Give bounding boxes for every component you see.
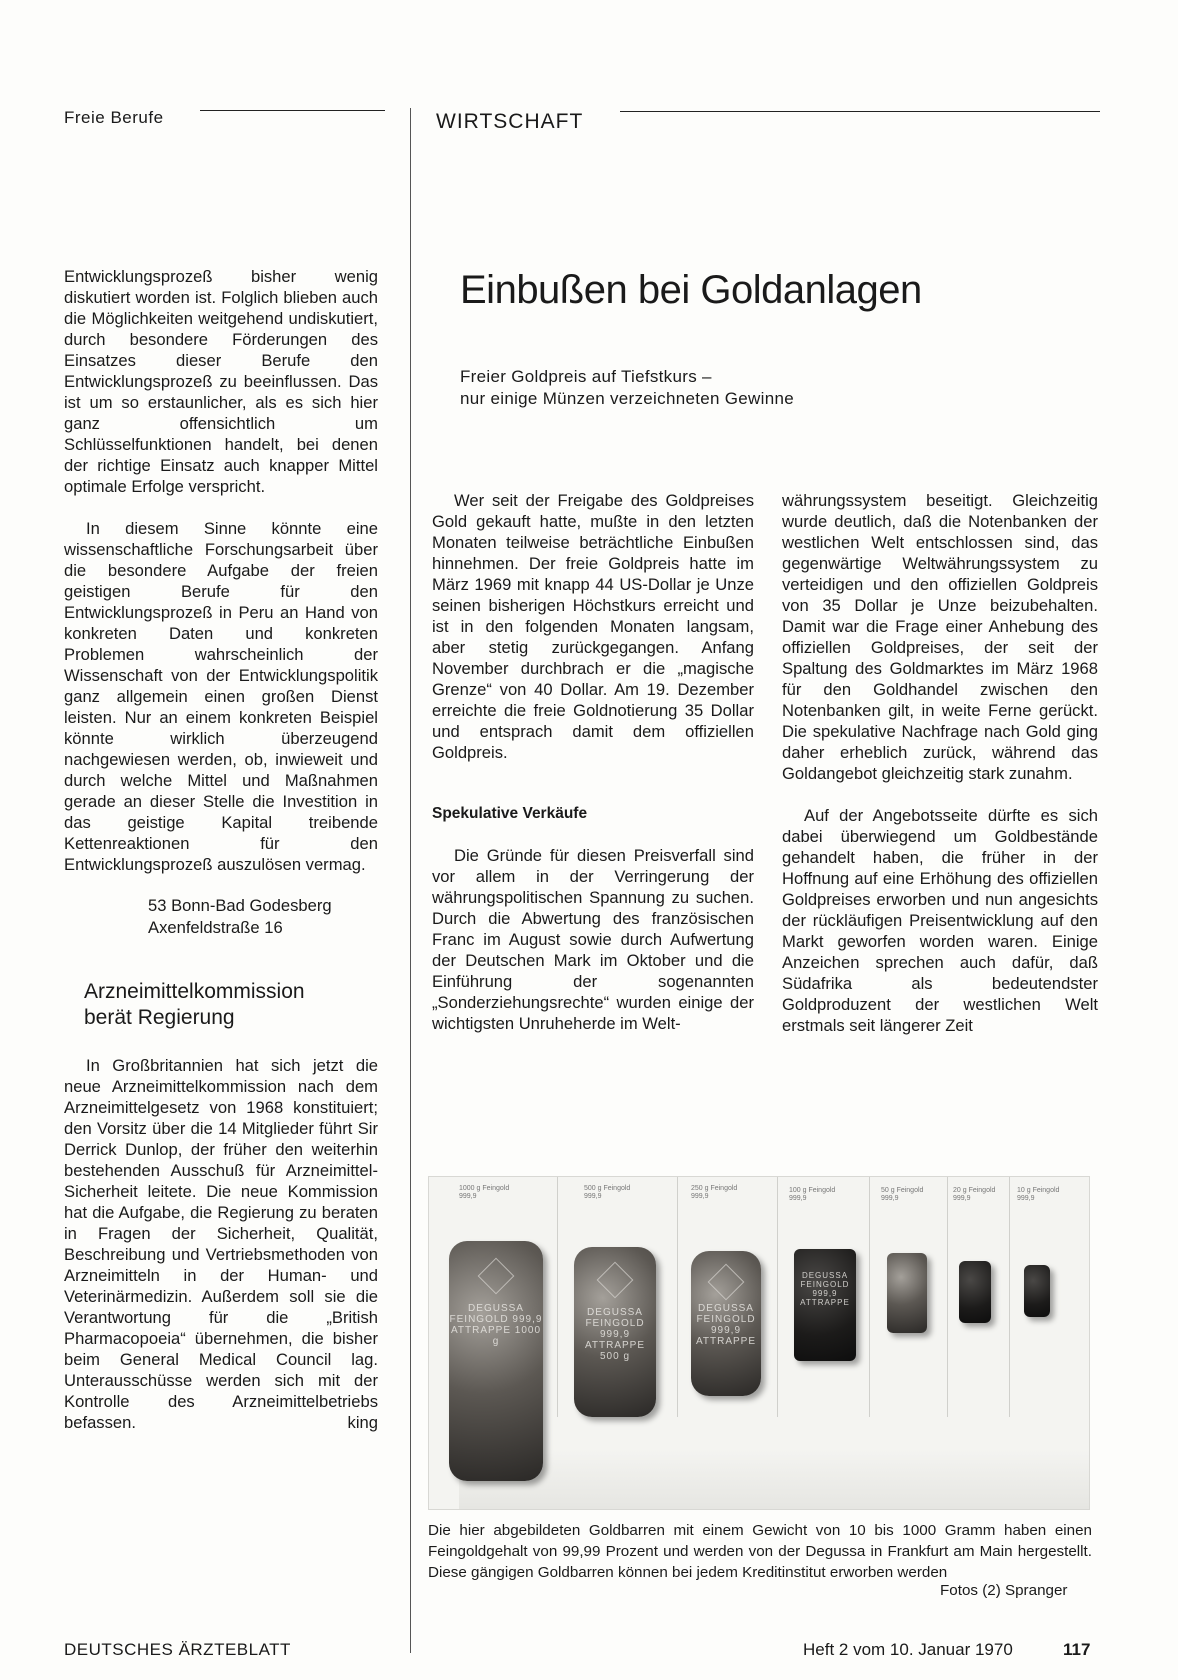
photo-divider — [1009, 1177, 1010, 1417]
gold-bar-100g — [794, 1249, 856, 1361]
author-address — [64, 895, 378, 939]
section-label-freie-berufe: Freie Berufe — [64, 108, 164, 127]
left-column — [64, 266, 378, 1433]
degussa-seal-icon — [597, 1262, 634, 1299]
photo-shadow — [459, 1449, 1089, 1509]
gold-bar-1000g — [449, 1241, 543, 1481]
gold-bar-10g — [1024, 1265, 1050, 1317]
photo-divider — [557, 1177, 558, 1417]
bar-stamp: DEGUSSA FEINGOLD 999,9 ATTRAPPE 1000 g — [449, 1303, 543, 1347]
section-label-wirtschaft: WIRTSCHAFT — [436, 110, 584, 133]
page-number: 117 — [1063, 1640, 1091, 1659]
gold-bars-photo — [428, 1176, 1090, 1510]
section-heading: Spekulative Verkäufe — [432, 805, 588, 822]
bar-tag: 10 g Feingold 999,9 — [1017, 1187, 1060, 1202]
article-column-middle — [432, 490, 754, 1034]
continuation-paragraph: Entwicklungsprozeß bisher wenig diskutiert worden ist. Folglich blieben auch die Möglichkeiten weitgehend undiskutiert, durch besondere Förderungen des Einsatzes dieser Berufe den Entwicklungsprozeß zu beeinflussen. Das ist um so erstaunlicher, als es sich hier ganz offensichtlich um Schlüsselfunktionen handelt, bei denen der richtige Einsatz auch knapper Mittel optimale Erfolge verspricht. — [64, 267, 378, 496]
article-lead — [460, 366, 794, 410]
bar-tag: 500 g Feingold 999,9 — [584, 1185, 631, 1200]
degussa-seal-icon — [478, 1258, 515, 1295]
bar-stamp: DEGUSSA FEINGOLD 999,9 ATTRAPPE — [695, 1303, 757, 1347]
gold-bar-250g — [691, 1251, 761, 1396]
notice-title-line: berät Regierung — [84, 1006, 235, 1029]
photo-divider — [777, 1177, 778, 1417]
address-line: Axenfeldstraße 16 — [148, 918, 283, 937]
notice-author: king — [347, 1413, 378, 1432]
lead-line: nur einige Münzen verzeichneten Gewinne — [460, 389, 794, 408]
body-paragraph: Wer seit der Freigabe des Goldpreises Gold gekauft hatte, mußte in den letzten Monaten teilweise beträchtliche Einbußen hinnehmen. Der freie Goldpreis hatte im März 1969 mit knapp 44 US-Dollar je Unze seinen bisherigen Höchstkurs erreicht und ist in den folgenden Monaten langsam, aber stetig zurückgegangen. Anfang November durchbrach er die „magische Grenze“ von 40 Dollar. Am 19. Dezember erreichte die freie Goldnotierung 35 Dollar und entsprach damit dem offiziellen Goldpreis. — [432, 491, 754, 762]
gold-bar-50g — [887, 1253, 927, 1333]
bar-tag: 20 g Feingold 999,9 — [953, 1187, 996, 1202]
body-paragraph: Die Gründe für diesen Preisverfall sind vor allem in der Verringerung der währungspolitischen Spannung zu suchen. Durch die Abwertung des französischen Franc im August sowie durch Aufwertung der Deutschen Mark im Oktober und die Einführung der sogenannten „Sonderziehungsrechte“ wurden einige der wichtigsten Unruheherde im Welt- — [432, 846, 754, 1033]
publication-name: DEUTSCHES ÄRZTEBLATT — [64, 1640, 291, 1659]
photo-credit: Fotos (2) Spranger — [940, 1582, 1068, 1599]
body-paragraph: In diesem Sinne könnte eine wissenschaftliche Forschungsarbeit über die besondere Aufgabe der freien geistigen Berufe für den Entwicklungsprozeß in Peru an Hand von konkreten Daten und konkreten Problemen wahrscheinlich der Wissenschaft von der Entwicklungspolitik ganz allgemein einen großen Dienst leisten. Nur an einem konkreten Beispiel könnte wirklich überzeugend nachgewiesen werden, ob, inwieweit und durch welche Mittel und Maßnahmen gerade an dieser Stelle die Investition in das geistige Kapital treibende Kettenreaktionen für den Entwicklungsprozeß auszulösen vermag. — [64, 519, 378, 874]
photo-divider — [947, 1177, 948, 1417]
body-paragraph: Auf der Angebotsseite dürfte es sich dabei überwiegend um Goldbestände gehandelt haben, die früher in der Hoffnung auf eine Erhöhung des offiziellen Goldpreises erworben und nun angesichts der rückläufigen Preisentwicklung auf den Markt geworfen worden waren. Einige Anzeichen sprechen auch dafür, daß Südafrika als bedeutendster Goldproduzent der westlichen Welt erstmals seit längerer Zeit — [782, 806, 1098, 1035]
photo-caption: Die hier abgebildeten Goldbarren mit einem Gewicht von 10 bis 1000 Gramm haben einen Feingoldgehalt von 99,99 Prozent und werden von der Degussa in Frankfurt am Main hergestellt. Diese gängigen Goldbarren können bei jedem Kreditinstitut erworben werden — [428, 1522, 1092, 1581]
column-divider — [410, 108, 411, 1653]
bar-tag: 100 g Feingold 999,9 — [789, 1187, 836, 1202]
gold-bar-500g — [574, 1247, 656, 1417]
bar-tag: 1000 g Feingold 999,9 — [459, 1185, 510, 1200]
notice-title — [64, 979, 378, 1031]
photo-divider — [869, 1177, 870, 1417]
body-paragraph: währungssystem beseitigt. Gleichzeitig wurde deutlich, daß die Notenbanken der westlichen Welt entschlossen sind, das gegenwärtige Weltwährungssystem zu verteidigen und den offiziellen Goldpreis von 35 Dollar je Unze beizubehalten. Damit war die Frage einer Anhebung des offiziellen Goldpreises, der seit der Spaltung des Goldmarktes im März 1968 für den Goldhandel zwischen den Notenbanken gilt, in weite Ferne gerückt. Die spekulative Nachfrage nach Gold ging daher erheblich zurück, während das Goldangebot gleichzeitig stark zunahm. — [782, 491, 1098, 783]
degussa-seal-icon — [708, 1264, 745, 1301]
bar-stamp: DEGUSSA FEINGOLD 999,9 ATTRAPPE 500 g — [584, 1307, 646, 1362]
notice-title-line: Arzneimittelkommission — [84, 980, 305, 1003]
article-title: Einbußen bei Goldanlagen — [460, 268, 922, 312]
header-rule-right — [620, 111, 1100, 112]
photo-divider — [677, 1177, 678, 1417]
address-line: 53 Bonn-Bad Godesberg — [148, 896, 332, 915]
bar-tag: 250 g Feingold 999,9 — [691, 1185, 738, 1200]
issue-info: Heft 2 vom 10. Januar 1970 — [803, 1640, 1013, 1659]
lead-line: Freier Goldpreis auf Tiefstkurs – — [460, 367, 712, 386]
gold-bar-20g — [959, 1261, 991, 1323]
bar-tag: 50 g Feingold 999,9 — [881, 1187, 924, 1202]
bar-stamp: DEGUSSA FEINGOLD 999,9 ATTRAPPE — [800, 1271, 850, 1307]
header-rule-left — [200, 110, 385, 111]
article-column-right — [782, 490, 1098, 1036]
notice-text: In Großbritannien hat sich jetzt die neue Arzneimittelkommission nach dem Arzneimittelgesetz von 1968 konstituiert; den Vorsitz über die 14 Mitglieder führt Sir Derrick Dunlop, der früher den weiterhin bestehenden Ausschuß für Arzneimittel-Sicherheit leitete. Die neue Kommission hat die Aufgabe, die Regierung zu beraten in Fragen der Sicherheit, Qualität, Beschreibung und Vertriebsmethoden von Arzneimitteln in der Human- und Veterinärmedizin. Außerdem soll sie die Verantwortung für die „British Pharmacopoeia“ übernehmen, die bisher beim General Medical Council lag. Unterausschüsse werden sich mit der Kontrolle des Arzneimittelbetriebs befassen. king — [64, 1056, 378, 1432]
